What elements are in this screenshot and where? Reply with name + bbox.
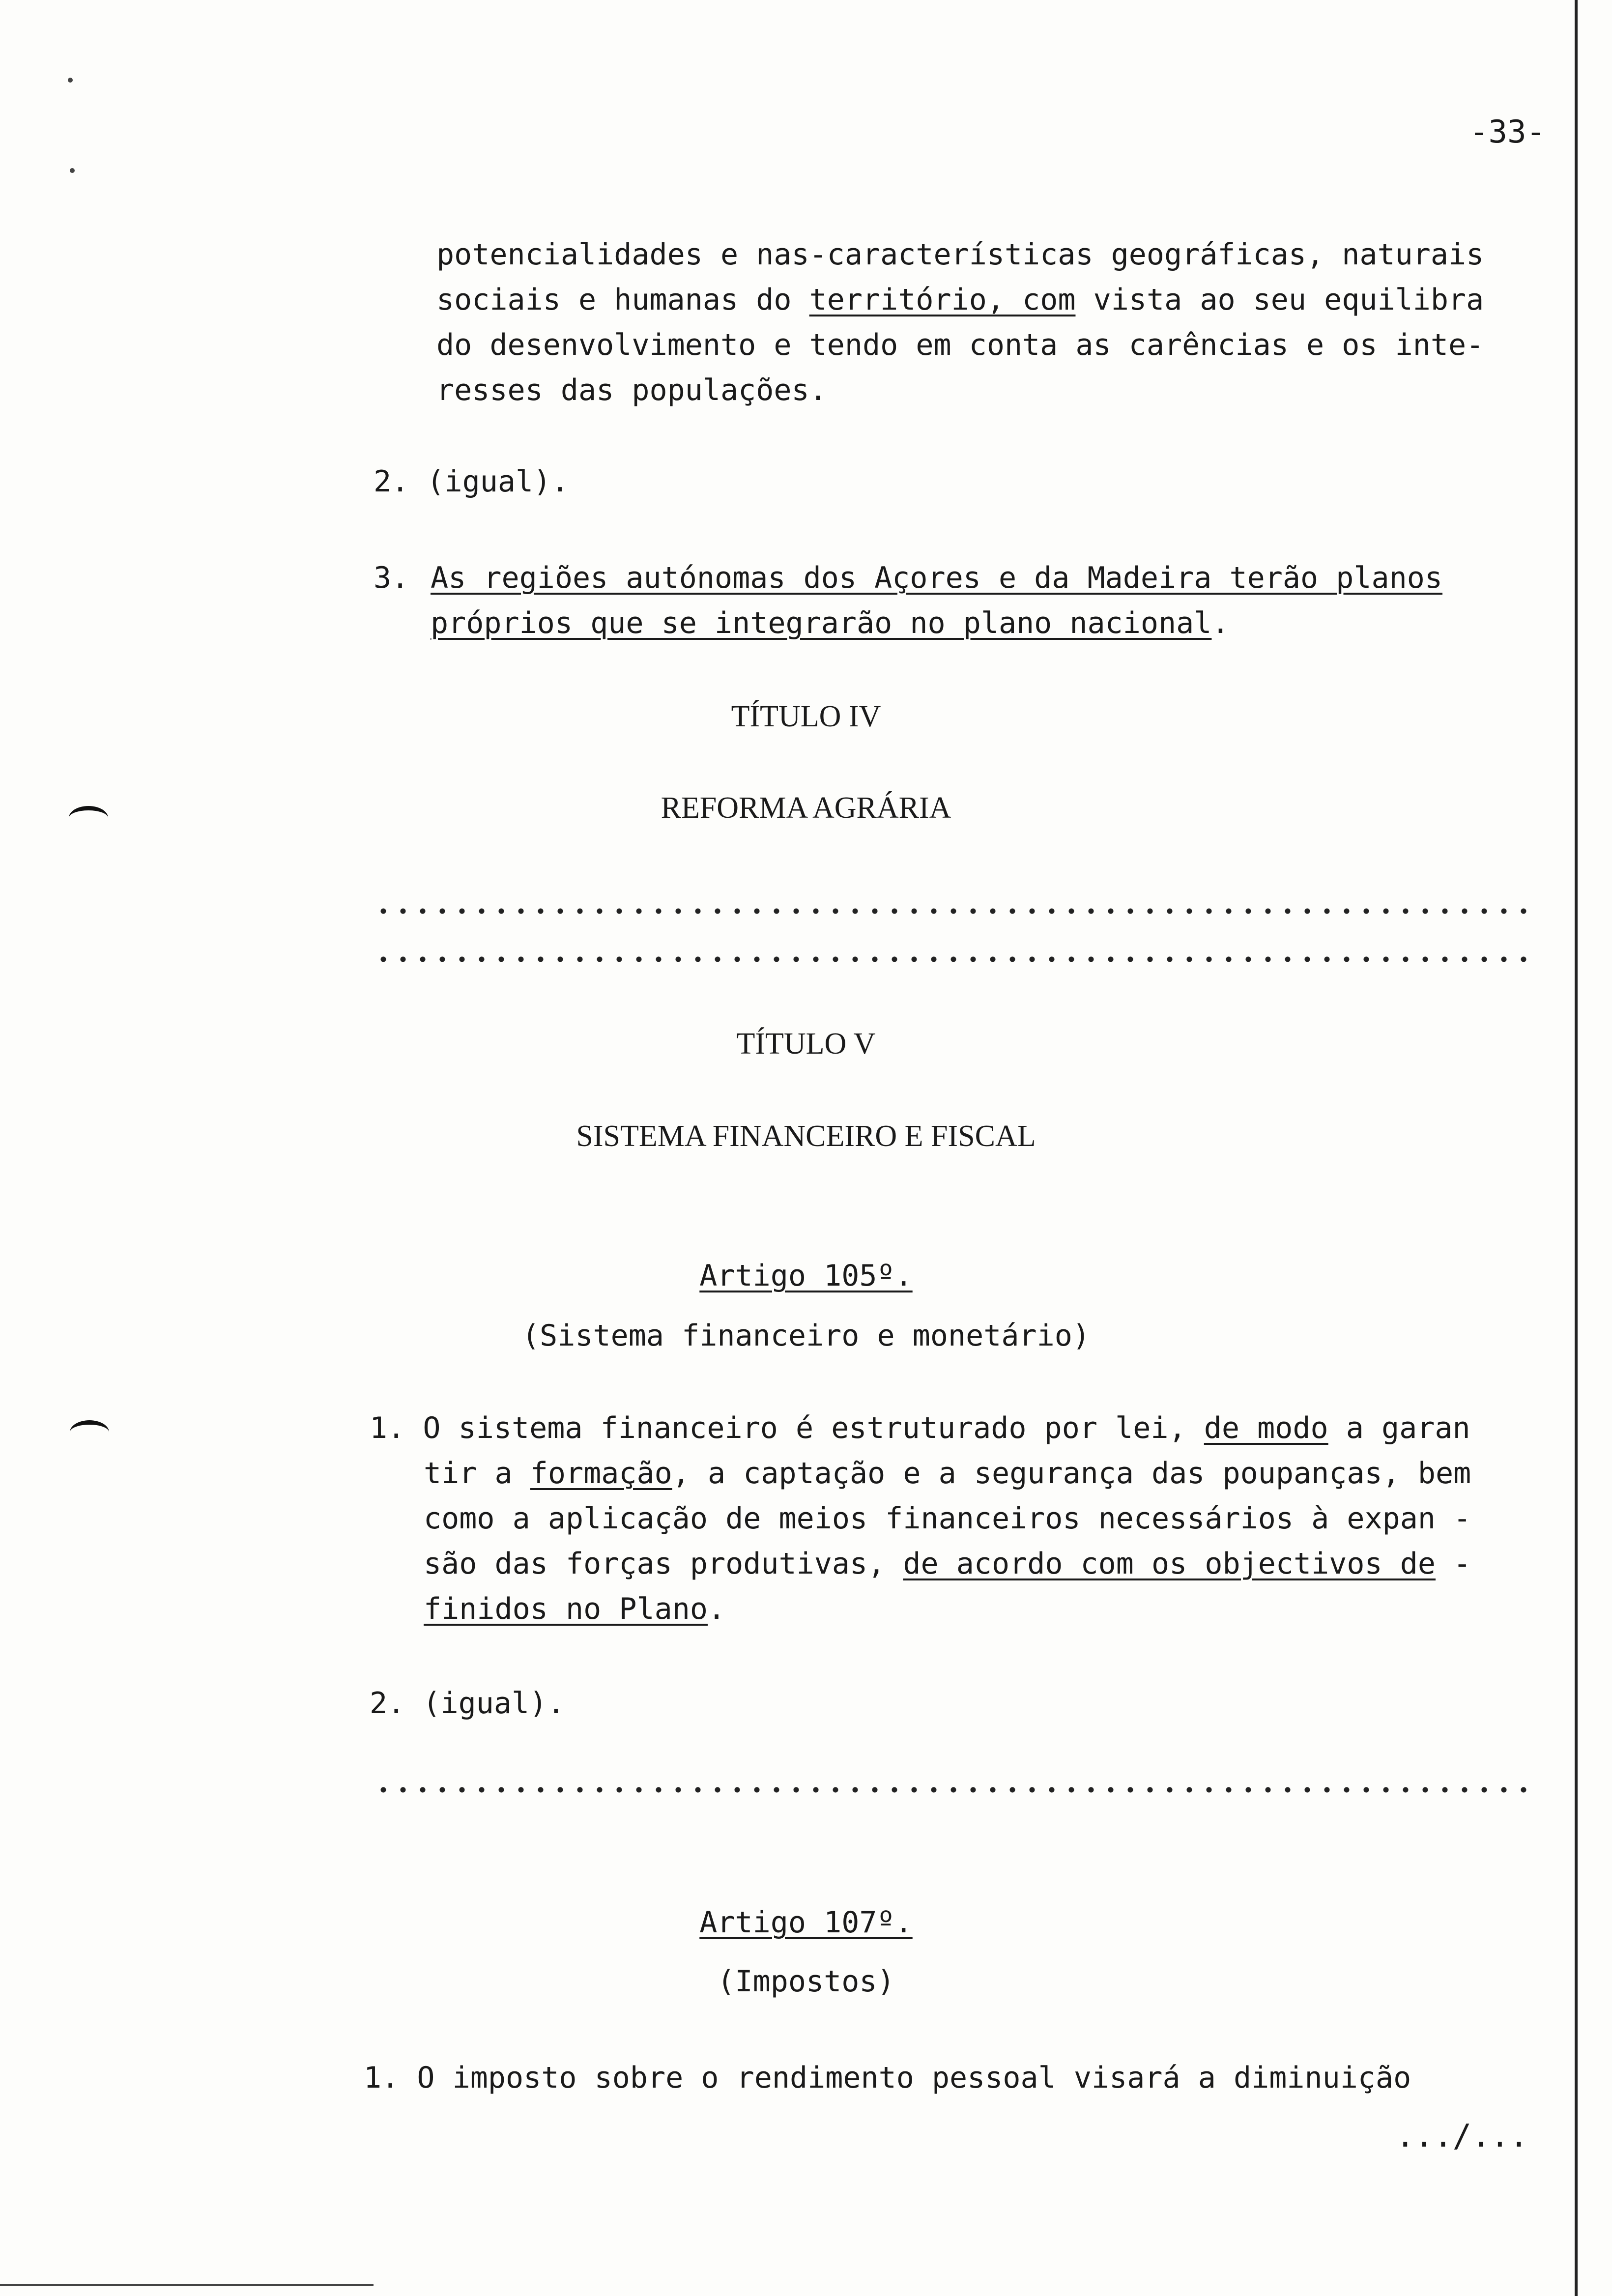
- titulo-iv-subtitle: REFORMA AGRÁRIA: [661, 791, 951, 825]
- titulo-v-title: TÍTULO V: [736, 1027, 876, 1061]
- artigo-105-item-1-line: são das forças produtivas, de acordo com os objectivos de -: [424, 1547, 1471, 1581]
- intro-line: do desenvolvimento e tendo em conta as carências e os inte-: [436, 328, 1484, 362]
- omission-dots: [374, 956, 1533, 962]
- page-number: -33-: [1469, 114, 1546, 150]
- intro-line: resses das populações.: [436, 373, 827, 407]
- item-3-line-2-end: .: [1211, 606, 1230, 640]
- titulo-iv-title: TÍTULO IV: [731, 700, 881, 733]
- artigo-107-item-1: 1. O imposto sobre o rendimento pessoal visará a diminuição: [364, 2061, 1411, 2095]
- artigo-105-item-2: 2. (igual).: [370, 1686, 565, 1721]
- titulo-v-subtitle: SISTEMA FINANCEIRO E FISCAL: [576, 1119, 1036, 1153]
- punch-hole-mark: [70, 1420, 109, 1444]
- artigo-105-heading: Artigo 105º.: [699, 1259, 913, 1293]
- item-2-igual: 2. (igual).: [374, 464, 569, 499]
- item-3-line-2: [431, 605, 1230, 641]
- intro-line: sociais e humanas do território, com vista ao seu equilibra: [436, 283, 1484, 317]
- artigo-107-subheading: (Impostos): [717, 1964, 895, 1999]
- scan-edge-bottom: [0, 2284, 374, 2286]
- artigo-107-heading: Artigo 107º.: [699, 1905, 913, 1940]
- scan-speck: [70, 168, 75, 173]
- scan-speck: [68, 78, 73, 83]
- item-3-line-2-text: próprios que se integrarão no plano nacional: [431, 606, 1212, 640]
- artigo-105-subheading: (Sistema financeiro e monetário): [522, 1319, 1090, 1353]
- continuation-mark: .../...: [1396, 2118, 1528, 2154]
- item-3-number: 3.: [374, 561, 409, 595]
- item-3-line-1: As regiões autónomas dos Açores e da Madeira terão planos: [431, 561, 1443, 595]
- artigo-105-item-1-line: finidos no Plano.: [424, 1592, 726, 1626]
- omission-dots: [374, 1787, 1533, 1793]
- artigo-105-item-1-line: como a aplicação de meios financeiros necessários à expan -: [424, 1501, 1471, 1536]
- omission-dots: [374, 908, 1533, 914]
- artigo-105-item-1-line: 1. O sistema financeiro é estruturado por lei, de modo a garan: [370, 1411, 1470, 1445]
- intro-line: potencialidades e nas-características geográficas, naturais: [436, 237, 1484, 272]
- artigo-105-item-1-line: tir a formação, a captação e a segurança das poupanças, bem: [424, 1456, 1471, 1491]
